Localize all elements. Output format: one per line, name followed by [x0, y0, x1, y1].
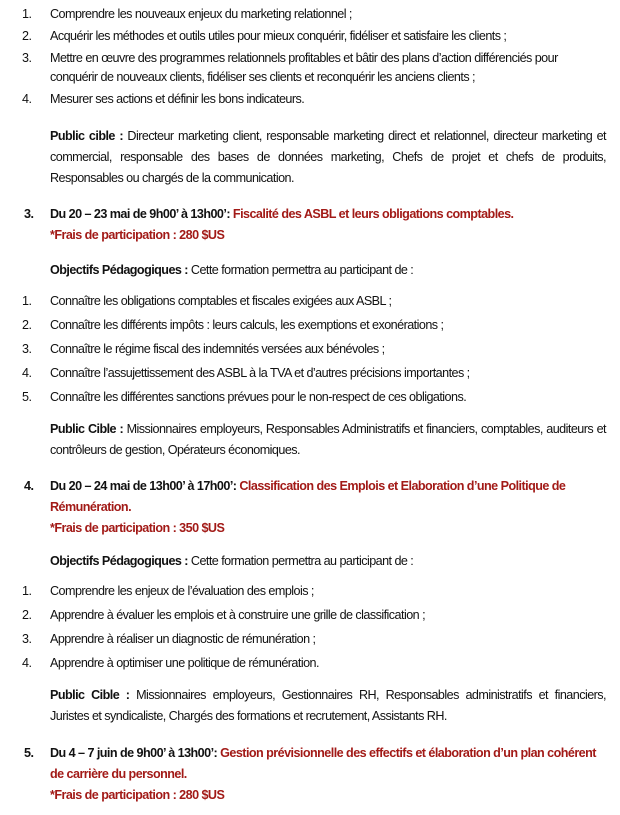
participation-fee: *Frais de participation : 280 $US — [50, 228, 225, 242]
list-text: Apprendre à évaluer les emplois et à construire une grille de classification ; — [50, 608, 426, 622]
list-text: Acquérir les méthodes et outils utiles pour mieux conquérir, fidéliser et satisfaire les clients ; — [50, 29, 507, 43]
objectives-list-3 — [0, 292, 620, 407]
list-number: 4. — [22, 92, 32, 106]
section-number: 4. — [24, 479, 34, 493]
list-item — [0, 388, 620, 407]
list-text: Apprendre à optimiser une politique de rémunération. — [50, 656, 319, 670]
list-text: Connaître les différentes sanctions prévues pour le non-respect de ces obligations. — [50, 390, 467, 404]
list-number: 1. — [22, 7, 32, 21]
objectives-text: Cette formation permettra au participant de : — [190, 263, 414, 277]
session-date: Du 4 – 7 juin de 9h00’ à 13h00’: — [50, 746, 218, 760]
list-item — [0, 49, 620, 87]
participation-fee: *Frais de participation : 350 $US — [50, 521, 225, 535]
section-5-heading — [0, 743, 620, 806]
session-date: Du 20 – 23 mai de 9h00’ à 13h00’: — [50, 207, 230, 221]
list-text: Mesurer ses actions et définir les bons indicateurs. — [50, 92, 305, 106]
section-number: 3. — [24, 207, 34, 221]
list-text: Comprendre les nouveaux enjeux du marketing relationnel ; — [50, 7, 352, 21]
list-number: 3. — [22, 51, 32, 65]
list-text: Connaître l’assujettissement des ASBL à la TVA et d’autres précisions importantes ; — [50, 366, 470, 380]
list-item — [0, 292, 620, 311]
list-item — [0, 606, 620, 625]
target-audience-1 — [0, 126, 620, 189]
session-date: Du 20 – 24 mai de 13h00’ à 17h00’: — [50, 479, 237, 493]
objectives-label: Objectifs Pédagogiques : — [50, 554, 188, 568]
list-number: 3. — [22, 342, 32, 356]
list-number: 4. — [22, 656, 32, 670]
list-number: 1. — [22, 294, 32, 308]
list-text: Apprendre à réaliser un diagnostic de rémunération ; — [50, 632, 316, 646]
section-4-heading — [0, 476, 620, 539]
target-audience-4 — [0, 685, 620, 727]
list-item — [0, 5, 620, 24]
list-item — [0, 340, 620, 359]
list-number: 1. — [22, 584, 32, 598]
list-number: 2. — [22, 608, 32, 622]
objectives-list-1 — [0, 5, 620, 109]
list-item — [0, 90, 620, 109]
participation-fee: *Frais de participation : 280 $US — [50, 788, 225, 802]
session-title: Fiscalité des ASBL et leurs obligations comptables. — [232, 207, 514, 221]
list-text: Mettre en œuvre des programmes relationnels profitables et bâtir des plans d’action différenciés pour conquérir de nouveaux clients, fidéliser ses clients et reconquérir les anciens clients ; — [50, 51, 558, 84]
list-number: 2. — [22, 29, 32, 43]
list-item — [0, 316, 620, 335]
objectives-list-4 — [0, 582, 620, 673]
list-item — [0, 582, 620, 601]
target-audience-label: Public Cible : — [50, 688, 130, 702]
objectives-intro-3 — [0, 260, 620, 281]
list-number: 5. — [22, 390, 32, 404]
list-item — [0, 630, 620, 649]
target-audience-label: Public Cible : — [50, 422, 124, 436]
target-audience-text: Directeur marketing client, responsable marketing direct et relationnel, directeur marketing et commercial, responsable des bases de données marketing, Chefs de projet et chefs de produits, Responsables ou chargés de la communication. — [50, 129, 606, 185]
list-item — [0, 654, 620, 673]
target-audience-label: Public cible : — [50, 129, 123, 143]
list-number: 4. — [22, 366, 32, 380]
session-title: Classification des Emplois et Elaboration d’une Politique de Rémunération. — [50, 479, 566, 514]
objectives-text: Cette formation permettra au participant de : — [190, 554, 414, 568]
list-item — [0, 27, 620, 46]
list-text: Connaître le régime fiscal des indemnités versées aux bénévoles ; — [50, 342, 385, 356]
list-text: Connaître les différents impôts : leurs calculs, les exemptions et exonérations ; — [50, 318, 444, 332]
list-item — [0, 364, 620, 383]
list-number: 3. — [22, 632, 32, 646]
section-number: 5. — [24, 746, 34, 760]
target-audience-3 — [0, 419, 620, 461]
objectives-label: Objectifs Pédagogiques : — [50, 263, 188, 277]
list-text: Comprendre les enjeux de l’évaluation des emplois ; — [50, 584, 314, 598]
target-audience-text: Missionnaires employeurs, Responsables Administratifs et financiers, comptables, auditeurs et contrôleurs de gestion, Opérateurs économiques. — [50, 422, 606, 457]
target-audience-text: Missionnaires employeurs, Gestionnaires RH, Responsables administratifs et financiers, Juristes et syndicaliste, Chargés des formations et recrutement, Assistants RH. — [50, 688, 606, 723]
session-title: Gestion prévisionnelle des effectifs et élaboration d’un plan cohérent de carrière du personnel. — [50, 746, 596, 781]
list-text: Connaître les obligations comptables et fiscales exigées aux ASBL ; — [50, 294, 392, 308]
section-3-heading — [0, 204, 620, 246]
objectives-intro-4 — [0, 551, 620, 572]
list-number: 2. — [22, 318, 32, 332]
